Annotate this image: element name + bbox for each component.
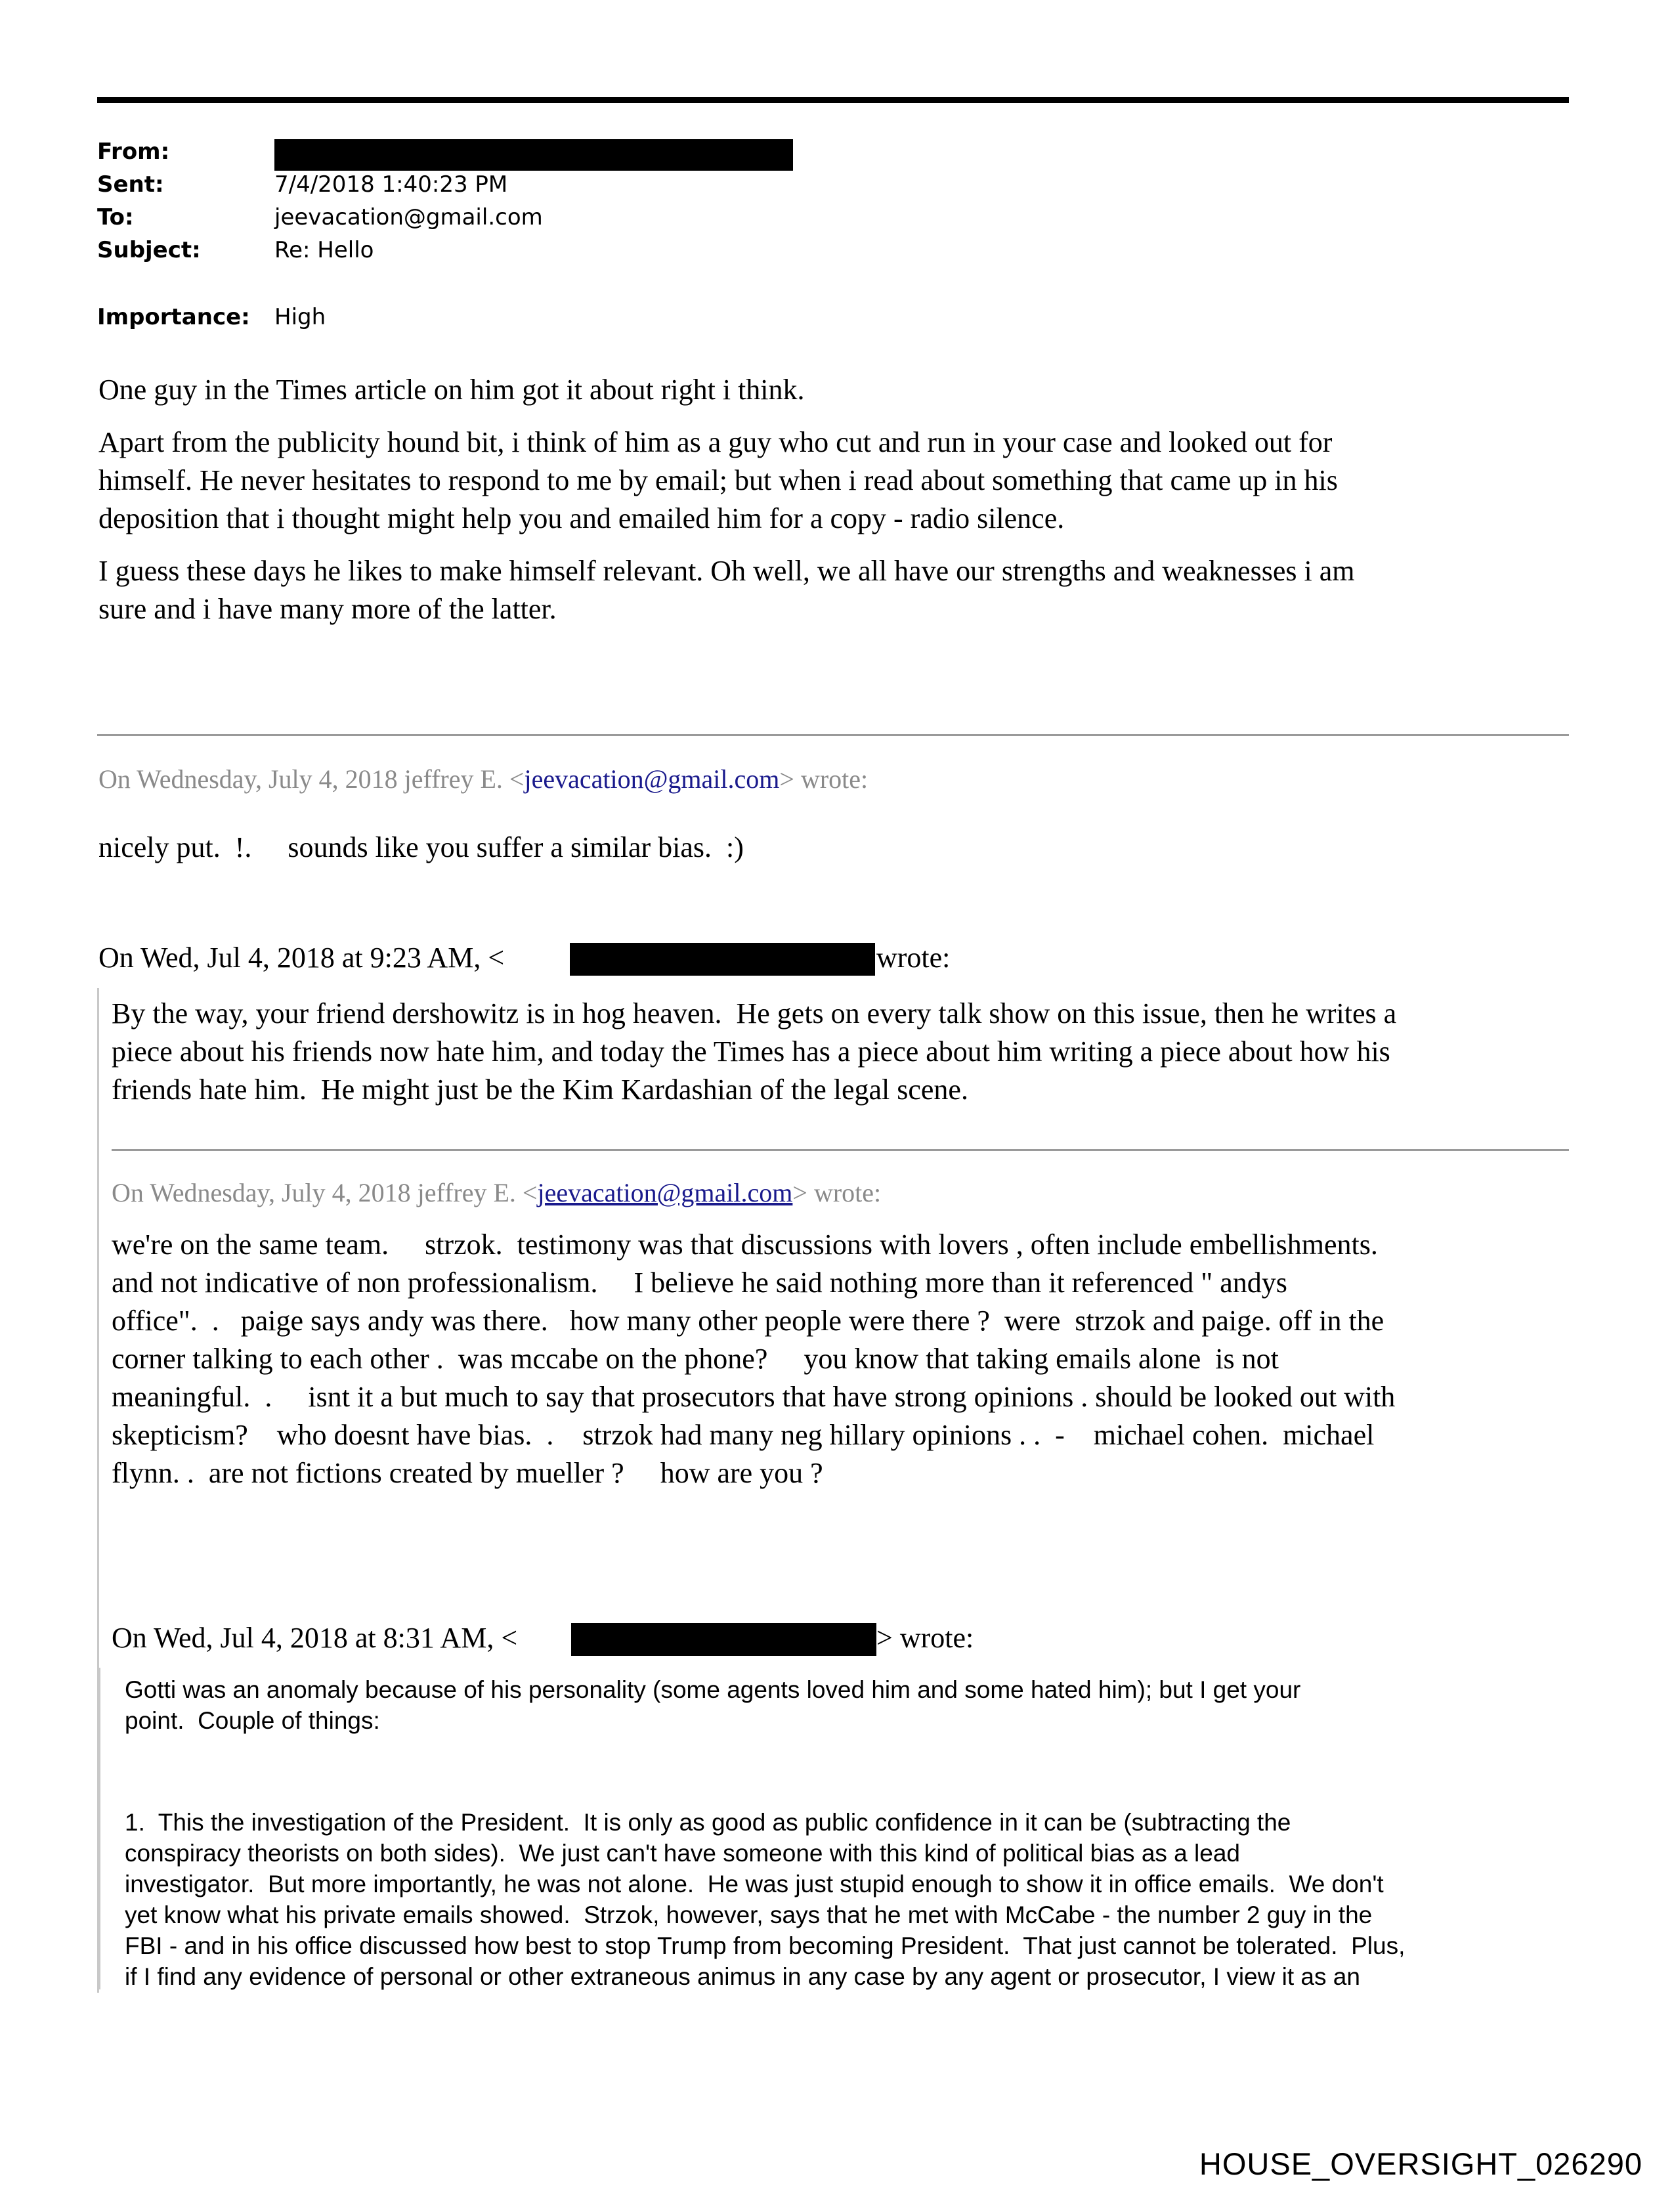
message-line: skepticism? who doesnt have bias. . strzok had many neg hillary opinions . . - michael cohen. michael [112,1419,1375,1451]
sent-value: 7/4/2018 1:40:23 PM [274,171,508,198]
message-body [98,371,1569,643]
from-label: From: [97,139,170,165]
message-paragraph: One guy in the Times article on him got it about right i think. [98,374,805,406]
message-line: office". . paige says andy was there. how many other people were there ? were strzok and paige. off in the [112,1305,1384,1337]
importance-value: High [274,304,326,330]
reply-text: nicely put. !. sounds like you suffer a similar bias. :) [98,831,744,863]
to-label: To: [97,204,134,230]
attribution-suffix: > wrote: [779,764,869,794]
importance-label: Importance: [97,304,250,330]
message-line: FBI - and in his office discussed how best to stop Trump from becoming President. That just cannot be tolerated. Plus, [125,1932,1406,1959]
quoted-message [125,1674,1582,1736]
attribution-prefix: On Wed, Jul 4, 2018 at 9:23 AM, < [98,942,505,974]
redaction-sender [571,1623,876,1656]
quoted-message [112,1226,1576,1492]
message-line: friends hate him. He might just be the Kim Kardashian of the legal scene. [112,1073,968,1106]
message-line: conspiracy theorists on both sides). We just can't have someone with this kind of political bias as a lead [125,1840,1240,1867]
attribution-suffix: wrote: [876,942,951,974]
message-line: Apart from the publicity hound bit, i think of him as a guy who cut and run in your case and looked out for [98,426,1333,458]
message-line: point. Couple of things: [125,1707,380,1734]
message-line: sure and i have many more of the latter. [98,593,557,625]
reply-attribution [98,762,868,797]
message-paragraph [98,552,1569,628]
message-line: and not indicative of non professionalism. I believe he said nothing more than it referenced " andys [112,1267,1287,1299]
message-line: By the way, your friend dershowitz is in hog heaven. He gets on every talk show on this issue, then he writes a [112,997,1397,1030]
quoted-message [125,1807,1582,1992]
quoted-message [112,995,1576,1109]
subject-value: Re: Hello [274,237,374,263]
quote-separator [112,1149,1569,1151]
message-line: Gotti was an anomaly because of his personality (some agents loved him and some hated him); but I get your [125,1676,1301,1703]
message-line: meaningful. . isnt it a but much to say that prosecutors that have strong opinions . should be looked out with [112,1381,1396,1413]
attribution-suffix: > wrote: [876,1622,974,1654]
email-link[interactable]: jeevacation@gmail.com [524,764,780,794]
subject-label: Subject: [97,237,201,263]
message-line: piece about his friends now hate him, and today the Times has a piece about him writing a piece about how his [112,1035,1390,1068]
attribution-prefix: On Wednesday, July 4, 2018 jeffrey E. < [112,1178,538,1207]
email-link[interactable]: jeevacation@gmail.com [537,1178,793,1207]
message-line: deposition that i thought might help you and emailed him for a copy - radio silence. [98,502,1065,534]
header-rule [97,97,1569,103]
reply-attribution [112,1175,881,1211]
message-line: I guess these days he likes to make himself relevant. Oh well, we all have our strengths and weaknesses i am [98,555,1355,587]
message-line: if I find any evidence of personal or other extraneous animus in any case by any agent or prosecutor, I view it as an [125,1963,1360,1990]
bates-number: HOUSE_OVERSIGHT_026290 [1199,2146,1642,2181]
reply-attribution [112,1619,517,1657]
message-line: 1. This the investigation of the President. It is only as good as public confidence in it can be (subtracting the [125,1809,1291,1836]
attribution-prefix: On Wednesday, July 4, 2018 jeffrey E. < [98,764,525,794]
quote-bar [98,1668,100,1989]
redaction-sender [570,943,875,976]
message-line: corner talking to each other . was mccabe on the phone? you know that taking emails alone is not [112,1343,1279,1375]
redaction-from [274,139,793,171]
reply-attribution [98,939,504,977]
message-paragraph [98,423,1569,538]
message-line: investigator. But more importantly, he was not alone. He was just stupid enough to show it in office emails. We don't [125,1871,1384,1898]
attribution-suffix: > wrote: [792,1178,882,1207]
message-line: we're on the same team. strzok. testimony was that discussions with lovers , often include embellishments. [112,1228,1378,1261]
message-line: yet know what his private emails showed. Strzok, however, says that he met with McCabe - the number 2 guy in the [125,1901,1373,1928]
message-line: himself. He never hesitates to respond to me by email; but when i read about something that came up in his [98,464,1338,496]
to-value: jeevacation@gmail.com [274,204,543,230]
message-line: flynn. . are not fictions created by mueller ? how are you ? [112,1457,823,1489]
quote-separator [97,734,1569,736]
sent-label: Sent: [97,171,164,198]
attribution-prefix: On Wed, Jul 4, 2018 at 8:31 AM, < [112,1622,518,1654]
